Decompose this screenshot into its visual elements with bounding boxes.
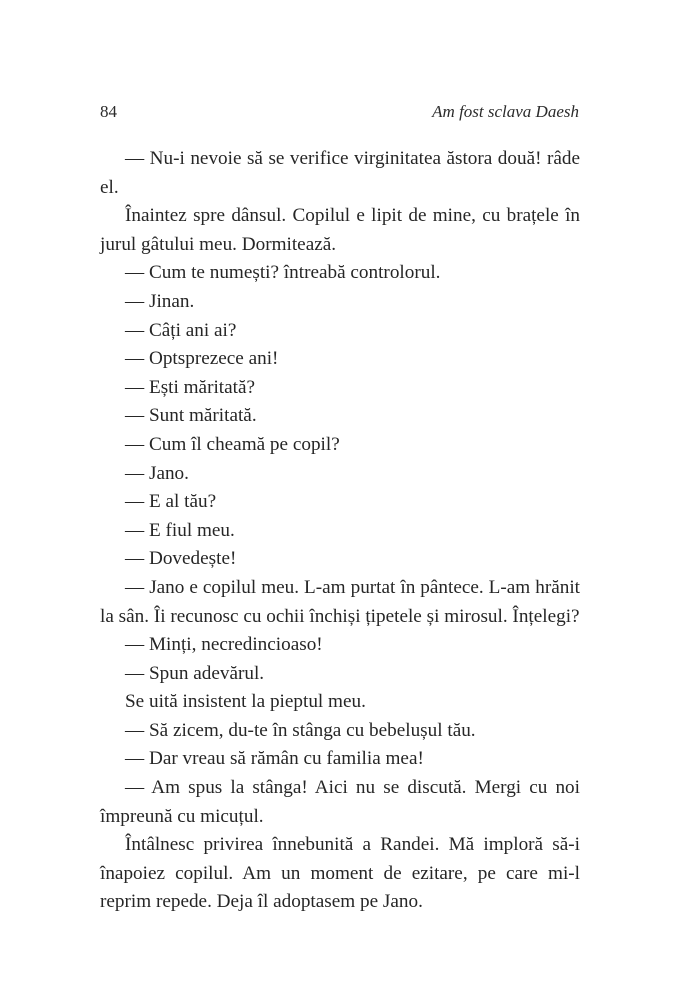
paragraph: — Sunt măritată.	[125, 405, 257, 427]
paragraph: — Optsprezece ani!	[125, 348, 279, 370]
paragraph: — Ești măritată?	[125, 376, 256, 398]
paragraph: — Minți, necredincioaso!	[125, 634, 323, 656]
paragraph: — Am spus la stânga! Aici nu se discută. Mergi cu noi împreună cu micuțul.	[100, 777, 580, 827]
running-head-title: Am fost sclava Daesh	[432, 102, 579, 121]
paragraph: Se uită insistent la pieptul meu.	[125, 691, 366, 713]
paragraph: — Jano e copilul meu. L-am purtat în pântece. L-am hrănit la sân. Îi recunosc cu ochii închiși țipetele și mirosul. Înțelegi?	[100, 576, 580, 627]
paragraph: — Jinan.	[125, 290, 195, 312]
paragraph: — E fiul meu.	[125, 519, 235, 541]
paragraph: — Cum te numești? întreabă controlorul.	[125, 262, 441, 284]
paragraph: Înaintez spre dânsul. Copilul e lipit de mine, cu brațele în jurul gâtului meu. Dormitează.	[100, 205, 580, 255]
paragraph: — Spun adevărul.	[125, 662, 265, 684]
paragraph: — Să zicem, du-te în stânga cu bebelușul tău.	[125, 719, 476, 741]
paragraph: — Jano.	[125, 462, 189, 484]
paragraph: — Dovedește!	[125, 548, 237, 570]
paragraph: — Dar vreau să rămân cu familia mea!	[125, 748, 424, 770]
paragraph: — E al tău?	[125, 491, 217, 513]
paragraph: — Câți ani ai?	[125, 319, 237, 341]
body-text	[100, 145, 580, 917]
paragraph: Întâlnesc privirea înnebunită a Randei. Mă imploră să-i înapoiez copilul. Am un moment de ezitare, pe care mi-l reprim repede. Deja îl adoptasem pe Jano.	[100, 834, 580, 913]
paragraph: — Nu-i nevoie să se verifice virginitatea ăstora două! râde el.	[100, 148, 580, 198]
page-number: 84	[100, 102, 117, 121]
paragraph: — Cum îl cheamă pe copil?	[125, 433, 340, 455]
